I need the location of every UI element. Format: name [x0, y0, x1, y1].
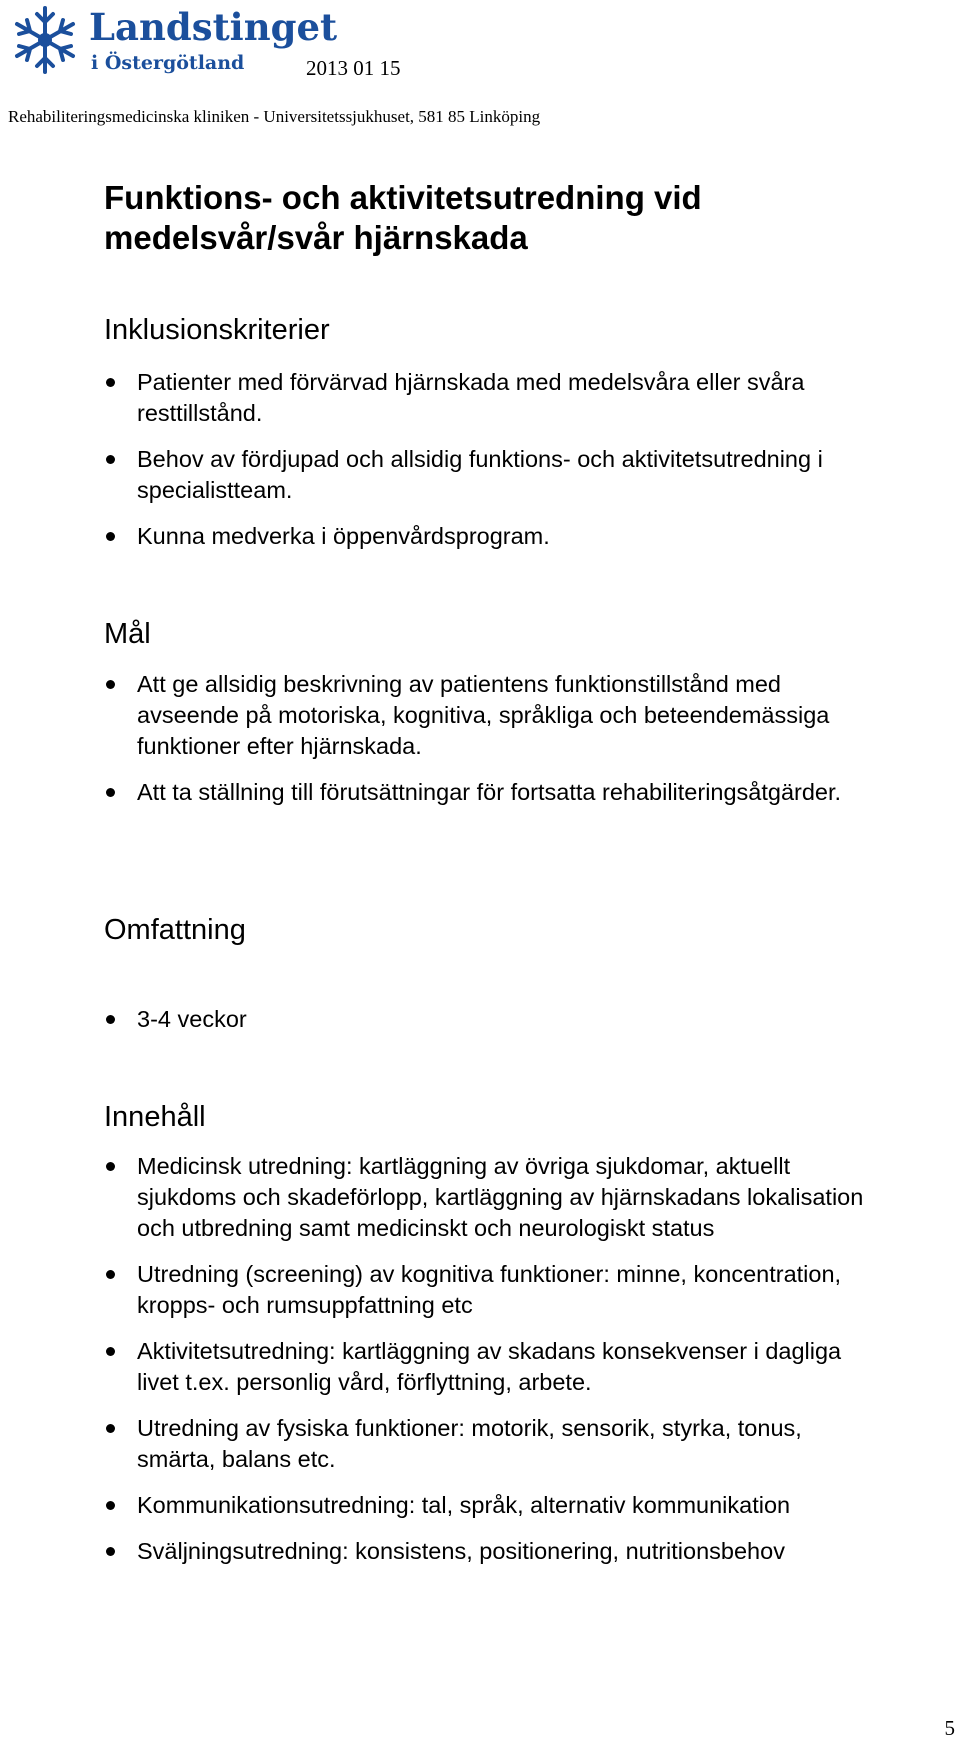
clinic-address: Rehabiliteringsmedicinska kliniken - Universitetssjukhuset, 581 85 Linköping: [8, 107, 541, 126]
list-item: Utredning av fysiska funktioner: motorik, sensorik, styrka, tonus, smärta, balans etc.: [104, 1413, 864, 1475]
section-heading-mal: Mål: [104, 618, 151, 650]
bullet-icon: [106, 1347, 115, 1356]
list-item: 3-4 veckor: [104, 1004, 864, 1035]
list-item: Medicinsk utredning: kartläggning av övriga sjukdomar, aktuellt sjukdoms och skadeförlopp, kartläggning av hjärnskadans lokalisation och utbredning samt medicinskt och neurologiskt status: [104, 1151, 864, 1244]
list-item: Patienter med förvärvad hjärnskada med medelsvåra eller svåra resttillstånd.: [104, 367, 864, 429]
landstinget-logo: [8, 3, 338, 81]
section-heading-innehall: Innehåll: [104, 1101, 206, 1133]
omfattning-list: [104, 1004, 864, 1035]
bullet-icon: [106, 455, 115, 464]
list-item: Sväljningsutredning: konsistens, positionering, nutritionsbehov: [104, 1536, 864, 1567]
bullet-icon: [106, 378, 115, 387]
bullet-icon: [106, 532, 115, 541]
page-number: 5: [944, 1716, 955, 1740]
bullet-icon: [106, 1424, 115, 1433]
innehall-list: [104, 1151, 864, 1567]
logo-region: i Östergötland: [91, 52, 245, 74]
section-heading-omfattning: Omfattning: [104, 914, 246, 946]
logo-wordmark: Landstinget: [89, 5, 338, 49]
inklusionskriterier-list: [104, 367, 864, 552]
list-item: Kommunikationsutredning: tal, språk, alternativ kommunikation: [104, 1490, 864, 1521]
bullet-icon: [106, 1270, 115, 1279]
list-item: Aktivitetsutredning: kartläggning av skadans konsekvenser i dagliga livet t.ex. personlig vård, förflyttning, arbete.: [104, 1336, 864, 1398]
bullet-icon: [106, 1015, 115, 1024]
document-title: Funktions- och aktivitetsutredning vid medelsvår/svår hjärnskada: [104, 179, 702, 256]
list-item: Att ta ställning till förutsättningar för fortsatta rehabiliteringsåtgärder.: [104, 777, 864, 808]
bullet-icon: [106, 680, 115, 689]
list-item: Behov av fördjupad och allsidig funktions- och aktivitetsutredning i specialistteam.: [104, 444, 864, 506]
page-header: [0, 0, 960, 130]
bullet-icon: [106, 1547, 115, 1556]
bullet-icon: [106, 788, 115, 797]
bullet-icon: [106, 1501, 115, 1510]
list-item: Att ge allsidig beskrivning av patientens funktionstillstånd med avseende på motoriska, kognitiva, språkliga och beteendemässiga funktioner efter hjärnskada.: [104, 669, 864, 762]
snowflake-emblem-icon: [8, 3, 82, 77]
mal-list: [104, 669, 864, 808]
bullet-icon: [106, 1162, 115, 1171]
list-item: Kunna medverka i öppenvårdsprogram.: [104, 521, 864, 552]
list-item: Utredning (screening) av kognitiva funktioner: minne, koncentration, kropps- och rumsuppfattning etc: [104, 1259, 864, 1321]
document-date: 2013 01 15: [306, 56, 401, 80]
section-heading-inklusionskriterier: Inklusionskriterier: [104, 314, 330, 346]
